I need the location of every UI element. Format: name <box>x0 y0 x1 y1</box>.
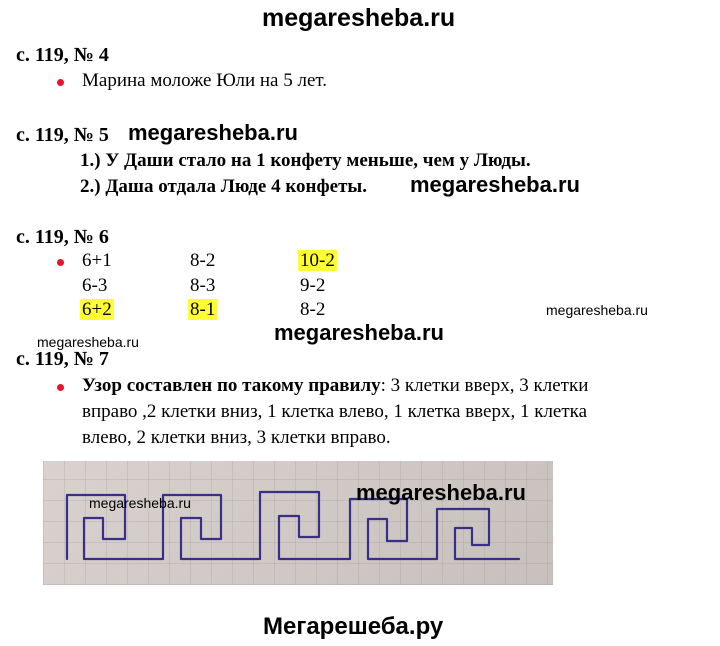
section-7-rule-line-2: вправо ,2 клетки вниз, 1 клетка влево, 1 клетка вверх, 1 клетка <box>82 401 588 422</box>
grid-cell: 8-2 <box>300 299 326 320</box>
section-6-heading: с. 119, № 6 <box>16 226 109 248</box>
watermark-photo-small: megaresheba.ru <box>89 495 191 511</box>
rule-lead: Узор составлен по такому правилу <box>82 375 381 396</box>
section-4-heading: с. 119, № 4 <box>16 44 109 66</box>
pattern-photo <box>43 461 553 585</box>
watermark-small-left: megaresheba.ru <box>37 334 139 350</box>
bullet-icon <box>57 79 64 86</box>
grid-cell: 8-2 <box>190 250 216 271</box>
watermark-photo-large: megaresheba.ru <box>356 480 526 505</box>
bullet-icon <box>57 384 64 391</box>
rule-text: : 3 клетки вверх, 3 клетки <box>380 375 589 396</box>
section-5-line-2: 2.) Даша отдала Люде 4 конфеты. <box>80 176 367 197</box>
watermark-inline-2: megaresheba.ru <box>410 172 580 197</box>
grid-cell-highlighted: 10-2 <box>300 250 335 271</box>
grid-cell: 6+1 <box>82 250 112 271</box>
grid-cell: 8-3 <box>190 275 216 296</box>
section-7-rule-line-3: влево, 2 клетки вниз, 3 клетки вправо. <box>82 427 391 448</box>
watermark-inline-1: megaresheba.ru <box>128 120 298 145</box>
bullet-icon <box>57 259 64 266</box>
watermark-footer: Мегарешеба.ру <box>263 613 444 640</box>
section-5-heading: с. 119, № 5 <box>16 124 109 146</box>
watermark-mid: megaresheba.ru <box>274 320 444 345</box>
watermark-small-right: megaresheba.ru <box>546 302 648 318</box>
section-4-answer: Марина моложе Юли на 5 лет. <box>82 70 328 91</box>
grid-cell: 9-2 <box>300 275 326 296</box>
section-5-line-1: 1.) У Даши стало на 1 конфету меньше, чем у Люды. <box>80 150 531 171</box>
watermark-top: megaresheba.ru <box>262 4 456 32</box>
grid-cell-highlighted: 8-1 <box>190 299 216 320</box>
grid-cell: 6-3 <box>82 275 108 296</box>
grid-cell-highlighted: 6+2 <box>82 299 112 320</box>
section-7-heading: с. 119, № 7 <box>16 348 109 370</box>
section-7-rule-line-1 <box>82 375 588 397</box>
